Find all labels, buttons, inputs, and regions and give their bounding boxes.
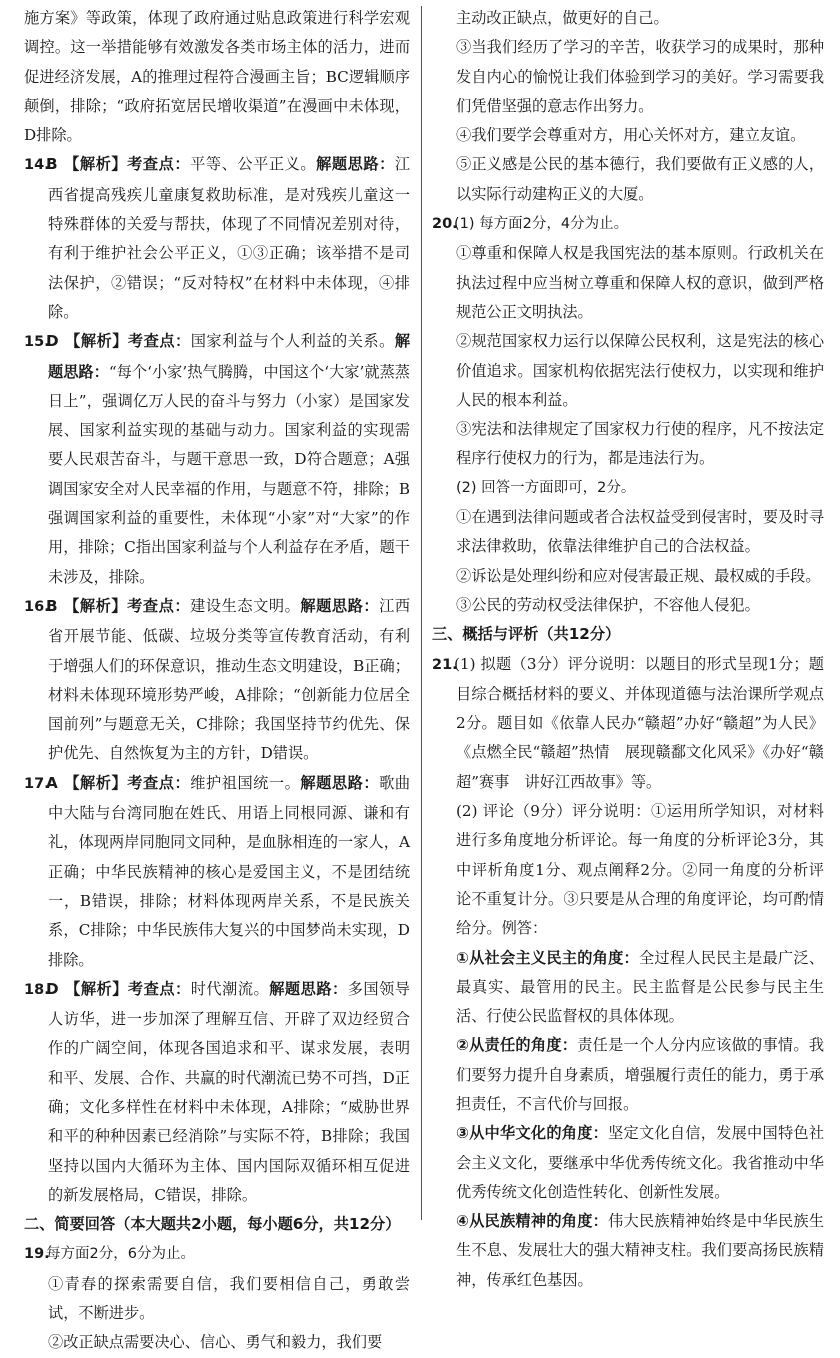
- key-point-text: 建设生态文明。: [190, 596, 301, 615]
- angle-label: ④从民族精神的角度：: [456, 1212, 609, 1231]
- q20-point-1: ①尊重和保障人权是我国宪法的基本原则。行政机关在执法过程中应当树立尊重和保障人权的意识，做到严格规范公正文明执法。: [456, 244, 824, 321]
- q20-point-3: ③宪法和法律规定了国家权力行使的程序，凡不按法定程序行使权力的行为，都是违法行为。: [456, 420, 824, 468]
- solution-idea-label: 解题思路：: [48, 332, 411, 381]
- q21-answer-3: [432, 1119, 824, 1207]
- key-point-label: 考查点：: [127, 979, 191, 998]
- q19-point-2: ②改正缺点需要决心、信心、勇气和毅力，我们要: [48, 1333, 383, 1352]
- answer-choice: D: [46, 979, 59, 998]
- q21-answer-1: [432, 944, 824, 1032]
- section-heading-2: 二、简要回答（本大题共2小题，每小题6分，共12分）: [24, 1215, 401, 1234]
- key-point-label: 考查点：: [127, 773, 191, 792]
- solution-idea-label: 解题思路：: [300, 773, 380, 792]
- q20-point-2: ②规范国家权力运行以保障公民权利，这是宪法的核心价值追求。国家机构依据宪法行使权力，以实现和维护人民的根本利益。: [456, 332, 824, 409]
- q21-answer-4: [432, 1207, 824, 1295]
- angle-text: 坚定文化自信，发展中国特色社会主义文化，要继承中华优秀传统文化。我省推动中华优秀传统文化创造性转化、创新性发展。: [456, 1124, 825, 1201]
- left-column: [24, 4, 411, 1352]
- q20-point-5: ②诉讼是处理纠纷和应对侵害最正规、最权威的手段。: [456, 566, 821, 585]
- q19-point-3: ③当我们经历了学习的辛苦，收获学习的成果时，那种发自内心的愉悦让我们体验到学习的美好。学习需要我们凭借坚强的意志作出努力。: [456, 38, 824, 115]
- angle-text: 责任是一个人分内应该做的事情。我们要努力提升自身素质，增强履行责任的能力，勇于承担责任，不言代价与回报。: [456, 1036, 825, 1113]
- q20-point-6: ③公民的劳动权受法律保护，不容他人侵犯。: [456, 595, 760, 614]
- q19-point-2-continuation: 主动改正缺点，做更好的自己。: [456, 9, 669, 27]
- answer-choice: B: [46, 155, 58, 174]
- key-point-label: 考查点：: [127, 332, 191, 351]
- solution-body: “每个‘小家’热气腾腾，中国这个‘大家’就蒸蒸日上”，强调亿万人民的奋斗与努力（小家）是国家发展、国家利益实现的基础与动力。国家利益的实现需要人民艰苦奋斗，与题干意思一致，D符合题意；A强调国家安全对人民幸福的作用，与题意不符，排除；B强调国家利益的重要性，未体现“小家”对“大家”的作用，排除；C指出国家利益与个人利益存在矛盾，题干未涉及，排除。: [48, 362, 410, 586]
- question-17: [24, 769, 410, 975]
- question-20: [432, 209, 824, 239]
- solution-body: 歌曲中大陆与台湾同胞在姓氏、用语上同根同源、谦和有礼，体现两岸同胞同文同种，是血脉相连的一家人，A正确；中华民族精神的核心是爱国主义，不是团结统一，B错误，排除；材料体现两岸关系，不是民族关系，C排除；中华民族伟大复兴的中国梦尚未实现，D排除。: [48, 773, 411, 969]
- column-divider: [421, 6, 422, 1220]
- question-15: [24, 327, 410, 592]
- question-21: [432, 650, 824, 797]
- analysis-tag: 【解析】: [63, 773, 128, 792]
- question-number: 14.: [24, 157, 50, 174]
- question-number: 18.: [24, 981, 50, 998]
- question-18: [24, 975, 410, 1210]
- key-point-label: 考查点：: [127, 155, 191, 174]
- q13-continuation: 施方案》等政策，体现了政府通过贴息政策进行科学宏观调控。这一举措能够有效激发各类市场主体的活力，进而促进经济发展，A的推理过程符合漫画主旨；BC逻辑顺序颠倒，排除；“政府拓宽居民增收渠道”在漫画中未体现，D排除。: [24, 9, 410, 145]
- solution-body: 江西省提高残疾儿童康复救助标准，是对残疾儿童这一特殊群体的关爱与帮扶，体现了不同情况差别对待，有利于维护社会公平正义，①③正确；该举措不是司法保护，②错误；“反对特权”在材料中未体现，④排除。: [48, 155, 411, 321]
- q21-part1: (1) 拟题（3分）评分说明：以题目的形式呈现1分；题目综合概括材料的要义、并体现道德与法治课所学观点2分。题目如《依靠人民办“赣超”办好“赣超”为人民》《点燃全民“赣超”热情 展现赣鄱文化风采》《办好“赣超”赛事 讲好江西故事》等。: [454, 654, 824, 791]
- angle-label: ②从责任的角度：: [456, 1036, 578, 1055]
- question-14: [24, 150, 410, 327]
- key-point-text: 国家利益与个人利益的关系。: [190, 332, 395, 351]
- angle-text: 伟大民族精神始终是中华民族生生不息、发展壮大的强大精神支柱。我们要高扬民族精神，传承红色基因。: [456, 1212, 825, 1289]
- q19-point-4: ④我们要学会尊重对方，用心关怀对方，建立友谊。: [456, 126, 806, 145]
- question-number: 21.: [432, 656, 458, 673]
- q21-part2: (2) 评论（9分）评分说明：①运用所学知识，对材料进行多角度地分析评论。每一角度的分析评论3分，其中评析角度1分、观点阐释2分。②同一角度的分析评论不重复计分。③只要是从合理的角度评论，均可酌情给分。例答：: [456, 802, 824, 938]
- solution-body: 江西省开展节能、低碳、垃圾分类等宣传教育活动，有利于增强人们的环保意识，推动生态文明建设，B正确；材料未体现环境形势严峻，A排除；“创新能力位居全国前列”与题意无关，C排除；我国坚持节约优先、保护优先、自然恢复为主的方针，D错误。: [48, 596, 411, 763]
- solution-body: 多国领导人访华，进一步加深了理解互信、开辟了双边经贸合作的广阔空间，体现各国追求和平、谋求发展，表明和平、发展、合作、共赢的时代潮流已势不可挡，D正确；文化多样性在材料中未体现，A排除；“威胁世界和平的种种因素已经消除”与实际不符，B排除；我国坚持以国内大循环为主体、国内国际双循环相互促进的新发展格局，C错误，排除。: [48, 979, 411, 1204]
- question-number: 15.: [24, 334, 50, 351]
- q19-point-1: ①青春的探索需要自信，我们要相信自己，勇敢尝试，不断进步。: [48, 1274, 410, 1323]
- q20-point-4: ①在遇到法律问题或者合法权益受到侵害时，要及时寻求法律救助，依靠法律维护自己的合法权益。: [456, 508, 824, 556]
- scoring-note: (1) 每方面2分，4分为止。: [454, 216, 629, 233]
- analysis-tag: 【解析】: [63, 596, 128, 615]
- analysis-tag: 【解析】: [63, 155, 128, 174]
- right-column: [432, 4, 825, 1289]
- key-point-text: 时代潮流。: [190, 979, 270, 998]
- solution-idea-label: 解题思路：: [316, 155, 395, 174]
- question-number: 19.: [24, 1246, 50, 1263]
- key-point-label: 考查点：: [127, 596, 191, 615]
- answer-choice: A: [46, 773, 58, 792]
- analysis-tag: 【解析】: [64, 332, 128, 351]
- question-number: 17.: [24, 775, 50, 792]
- question-16: [24, 592, 410, 769]
- q20-part2-note: (2) 回答一方面即可，2分。: [456, 479, 636, 496]
- analysis-tag: 【解析】: [64, 979, 128, 998]
- answer-choice: B: [46, 596, 58, 615]
- scoring-note: 每方面2分，6分为止。: [46, 1246, 195, 1263]
- question-number: 20.: [432, 216, 458, 233]
- question-number: 16.: [24, 598, 50, 615]
- question-19: [24, 1239, 410, 1269]
- angle-label: ③从中华文化的角度：: [456, 1124, 609, 1143]
- key-point-text: 维护祖国统一。: [190, 773, 301, 792]
- q21-answer-2: [432, 1031, 824, 1119]
- angle-label: ①从社会主义民主的角度：: [456, 948, 639, 967]
- angle-text: 全过程人民民主是最广泛、最真实、最管用的民主。民主监督是公民参与民主生活、行使公民监督权的具体体现。: [456, 948, 825, 1026]
- solution-idea-label: 解题思路：: [300, 596, 380, 615]
- key-point-text: 平等、公平正义。: [190, 155, 317, 174]
- q19-point-5: ⑤正义感是公民的基本德行，我们要做有正义感的人，以实际行动建构正义的大厦。: [456, 155, 824, 203]
- section-heading-3: 三、概括与评析（共12分）: [432, 625, 621, 644]
- solution-idea-label: 解题思路：: [269, 979, 348, 998]
- answer-choice: D: [46, 332, 59, 351]
